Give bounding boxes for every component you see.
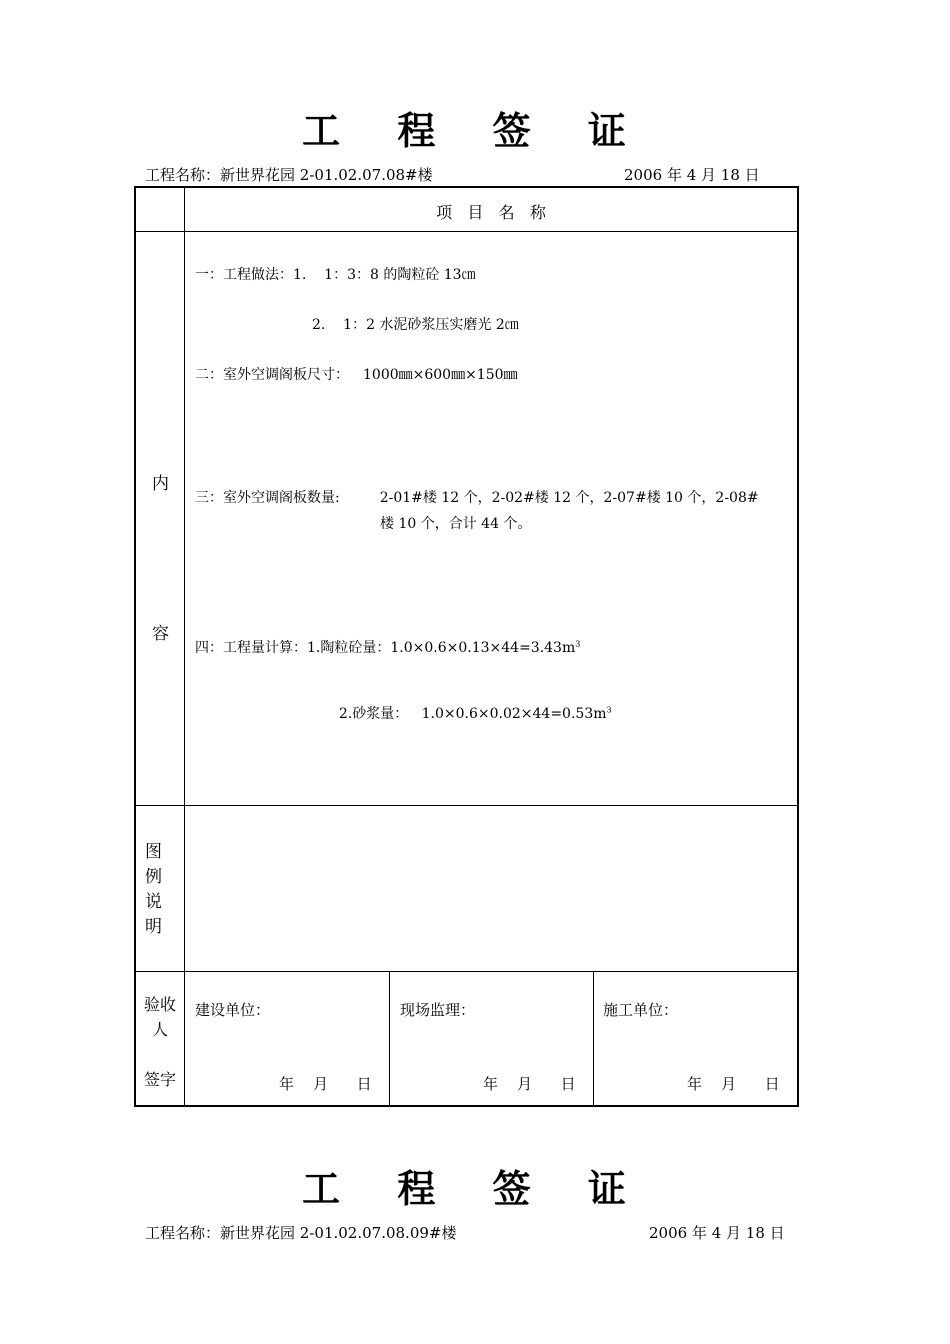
acceptance-label-3: 签字 — [144, 1070, 177, 1089]
legend-label: 图 例 说 明 — [145, 842, 162, 937]
project-name-line — [145, 164, 433, 185]
form2-project-name-line: 工程名称：新世界花园 2-01.02.07.08.09#楼 — [145, 1224, 457, 1242]
form-date: 2006 年 4 月 18 日 — [624, 166, 760, 184]
side-label-content-2: 容 — [152, 624, 169, 644]
form2-date: 2006 年 4 月 18 日 — [649, 1224, 785, 1242]
acceptance-label-2: 人 — [152, 1020, 169, 1039]
content-line-2: 2. 1：2 水泥砂浆压实磨光 2㎝ — [312, 317, 519, 333]
signer-contractor-label: 施工单位： — [603, 1001, 679, 1019]
content-line-4: 三：室外空调阁板数量: 2-01#楼 12 个，2-02#楼 12 个，2-07#楼 10 个，2-08# — [195, 490, 759, 506]
project-label: 工程名称： — [145, 166, 221, 184]
content-line-3: 二：室外空调阁板尺寸： 1000㎜×600㎜×150㎜ — [195, 367, 518, 383]
content-line-4-cont: 楼 10 个，合计 44 个。 — [380, 516, 532, 532]
signer-supervision-date: 年 月 日 — [483, 1075, 576, 1093]
content-line-1: 一：工程做法：1. 1：3：8 的陶粒砼 13㎝ — [195, 267, 476, 283]
signer-contractor-date: 年 月 日 — [687, 1075, 780, 1093]
side-label-content-1: 内 — [152, 474, 169, 494]
content-line-6: 2.砂浆量： $1.0\times 0.6\times 0.02\times 44=0.53m^3$ — [338, 705, 612, 722]
signer-construction-date: 年 月 日 — [279, 1075, 372, 1093]
signer-construction-label: 建设单位： — [195, 1001, 271, 1019]
content-line-5: 四：工程量计算：1.陶粒砼量：$1.0\times 0.6\times 0.13\times 44=3.43m^3$ — [195, 639, 581, 656]
project-name: 新世界花园 2-01.02.07.08#楼 — [220, 166, 433, 184]
acceptance-label-1: 验收 — [144, 995, 177, 1014]
header-item-name: 项 目 名 称 — [436, 203, 546, 222]
form-title: 工 程 签 证 — [302, 109, 648, 153]
form2-title: 工 程 签 证 — [302, 1167, 648, 1211]
signer-supervision-label: 现场监理： — [400, 1001, 476, 1019]
